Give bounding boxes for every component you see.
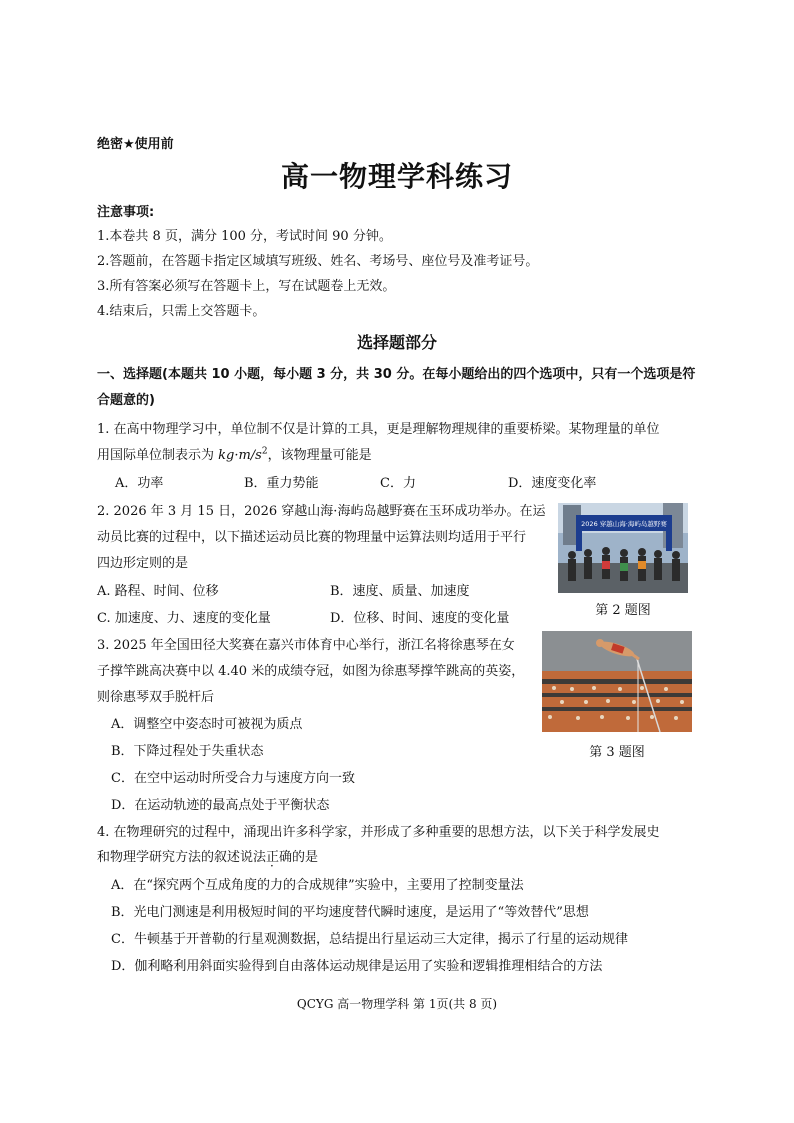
- q4-stem-line: 4. 在物理研究的过程中，涌现出许多科学家，并形成了多种重要的思想方法，以下关于科学发展史: [97, 825, 660, 840]
- q4-emphasis: 正确: [266, 850, 293, 865]
- q4-option-d: D．伽利略利用斜面实验得到自由落体运动规律是运用了实验和逻辑推理相结合的方法: [111, 959, 603, 974]
- q4-option-c: C．牛顿基于开普勒的行星观测数据，总结提出行星运动三大定律，揭示了行星的运动规律: [111, 932, 628, 947]
- q1-option-d: D．速度变化率: [508, 476, 597, 491]
- marathon-photo-image: [558, 503, 688, 593]
- page-title: 高一物理学科练习: [280, 160, 513, 193]
- pole-vault-photo-image: [542, 631, 692, 732]
- part-heading: 一、选择题(本题共 10 小题，每小题 3 分，共 30 分。在每小题给出的四个选项中，只有一个选项是符合题意的): [97, 367, 696, 408]
- q3-option-d: D．在运动轨迹的最高点处于平衡状态: [111, 798, 330, 813]
- q2-option-c: C. 加速度、力、速度的变化量: [97, 611, 271, 626]
- q2-photo-banner: 2026 穿越山海·海屿岛越野赛: [581, 520, 667, 528]
- q4-option-a: A．在“探究两个互成角度的力的合成规律”实验中，主要用了控制变量法: [111, 878, 524, 893]
- q1-unit: kg·m/s: [218, 448, 262, 463]
- q1-stem-line: 1. 在高中物理学习中，单位制不仅是计算的工具，更是理解物理规律的重要桥梁。某物理量的单位: [97, 422, 660, 437]
- q1-stem-text: 用国际单位制表示为: [97, 448, 219, 463]
- page-footer: QCYG 高一物理学科 第 1页(共 8 页): [296, 997, 498, 1011]
- section-title: 选择题部分: [356, 333, 437, 352]
- note-item: 4.结束后，只需上交答题卡。: [97, 304, 266, 319]
- q1-option-a: A．功率: [115, 476, 164, 491]
- q2-option-d: D．位移、时间、速度的变化量: [330, 611, 510, 626]
- q1-option-c: C．力: [380, 476, 416, 491]
- q3-stem-line: 子撑竿跳高决赛中以 4.40 米的成绩夺冠，如图为徐惠琴撑竿跳高的英姿，: [97, 664, 525, 679]
- note-item: 2.答题前，在答题卡指定区域填写班级、姓名、考场号、座位号及准考证号。: [97, 254, 539, 269]
- q1-stem-text: ，该物理量可能是: [267, 448, 372, 463]
- q3-photo: [542, 631, 692, 732]
- q3-option-c: C．在空中运动时所受合力与速度方向一致: [111, 771, 355, 786]
- notes-heading: 注意事项:: [97, 205, 155, 220]
- q2-option-a: A. 路程、时间、位移: [97, 584, 219, 599]
- q2-figure-caption: 第 2 题图: [595, 603, 651, 618]
- q1-stem-line: [97, 444, 372, 463]
- q4-stem-text: 的是: [292, 850, 319, 865]
- q2-photo: [558, 503, 688, 593]
- note-item: 1.本卷共 8 页，满分 100 分，考试时间 90 分钟。: [97, 229, 392, 244]
- q3-figure-caption: 第 3 题图: [589, 745, 645, 760]
- note-item: 3.所有答案必须写在答题卡上，写在试题卷上无效。: [97, 279, 396, 294]
- q4-option-b: B．光电门测速是利用极短时间的平均速度替代瞬时速度，是运用了“等效替代”思想: [111, 905, 589, 920]
- q1-unit-exponent: 2: [261, 446, 268, 457]
- q4-stem-text: 和物理学研究方法的叙述说法: [97, 850, 267, 865]
- q2-stem-line: 2. 2026 年 3 月 15 日，2026 穿越山海·海屿岛越野赛在玉环成功举办。在运: [97, 504, 546, 519]
- q1-option-b: B．重力势能: [244, 476, 319, 491]
- q3-stem-line: 则徐惠琴双手脱杆后: [97, 690, 215, 705]
- confidential-label: 绝密★使用前: [97, 137, 174, 152]
- q3-option-b: B．下降过程处于失重状态: [111, 744, 264, 759]
- q2-stem-line: 四边形定则的是: [97, 556, 189, 571]
- q4-stem-line: [97, 846, 318, 865]
- q3-stem-line: 3. 2025 年全国田径大奖赛在嘉兴市体育中心举行，浙江名将徐惠琴在女: [97, 638, 515, 653]
- q2-stem-line: 动员比赛的过程中，以下描述运动员比赛的物理量中运算法则均适用于平行: [97, 530, 527, 545]
- q3-option-a: A．调整空中姿态时可被视为质点: [111, 717, 303, 732]
- q2-option-b: B．速度、质量、加速度: [330, 584, 470, 599]
